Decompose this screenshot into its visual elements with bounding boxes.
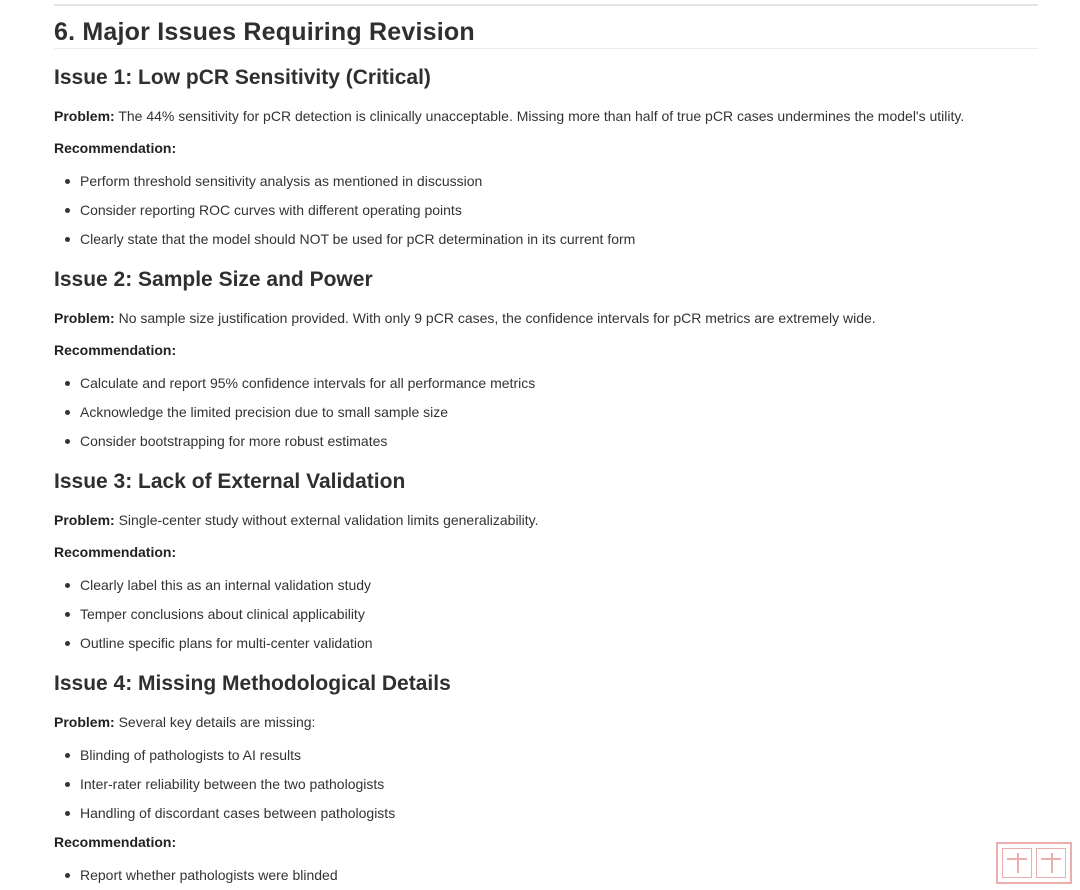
issue-3 [54, 469, 1038, 663]
list-item: Consider reporting ROC curves with different operating points [54, 201, 1038, 219]
problem-label: Problem: [54, 714, 115, 730]
recommendation-label: Recommendation: [54, 544, 177, 560]
section-title: 6. Major Issues Requiring Revision [54, 18, 475, 46]
list-item: Calculate and report 95% confidence intervals for all performance metrics [54, 374, 1038, 392]
problem-text: Several key details are missing: [114, 714, 316, 730]
seal-glyph-right [1036, 848, 1066, 878]
top-divider [54, 4, 1038, 6]
issue-4 [54, 671, 1038, 890]
list-item: Consider bootstrapping for more robust estimates [54, 432, 1038, 450]
problem-paragraph [54, 107, 1038, 125]
problem-label: Problem: [54, 512, 115, 528]
watermark-seal-icon [996, 842, 1072, 884]
recommendation-list [54, 172, 1038, 248]
problem-label: Problem: [54, 108, 115, 124]
recommendation-label: Recommendation: [54, 834, 177, 850]
recommendation-list [54, 374, 1038, 450]
issue-2 [54, 267, 1038, 461]
problem-label: Problem: [54, 310, 115, 326]
problem-paragraph [54, 511, 1038, 529]
list-item: Handling of discordant cases between pathologists [54, 804, 1038, 822]
list-item: Clearly label this as an internal validation study [54, 576, 1038, 594]
recommendation-label: Recommendation: [54, 342, 177, 358]
list-item: Perform threshold sensitivity analysis as mentioned in discussion [54, 172, 1038, 190]
recommendation-label: Recommendation: [54, 140, 177, 156]
issue-title: Issue 1: Low pCR Sensitivity (Critical) [54, 66, 431, 89]
section-divider [54, 48, 1038, 49]
issue-1 [54, 65, 1038, 259]
list-item: Blinding of pathologists to AI results [54, 746, 1038, 764]
problem-paragraph [54, 713, 1038, 731]
list-item: Report whether pathologists were blinded [54, 866, 1038, 884]
problem-paragraph [54, 309, 1038, 327]
list-item: Inter-rater reliability between the two pathologists [54, 775, 1038, 793]
list-item: Outline specific plans for multi-center validation [54, 634, 1038, 652]
list-item: Acknowledge the limited precision due to small sample size [54, 403, 1038, 421]
problem-list [54, 746, 1038, 822]
list-item: Clearly state that the model should NOT be used for pCR determination in its current form [54, 230, 1038, 248]
recommendation-list [54, 576, 1038, 652]
problem-text: No sample size justification provided. With only 9 pCR cases, the confidence intervals for pCR metrics are extremely wide. [114, 310, 876, 326]
issue-title: Issue 3: Lack of External Validation [54, 470, 406, 493]
problem-text: Single-center study without external validation limits generalizability. [114, 512, 539, 528]
problem-text: The 44% sensitivity for pCR detection is clinically unacceptable. Missing more than half of true pCR cases undermines the model's utility. [114, 108, 965, 124]
seal-glyph-left [1002, 848, 1032, 878]
issue-title: Issue 4: Missing Methodological Details [54, 672, 451, 695]
list-item: Temper conclusions about clinical applicability [54, 605, 1038, 623]
issue-title: Issue 2: Sample Size and Power [54, 268, 373, 291]
recommendation-list [54, 866, 1038, 884]
